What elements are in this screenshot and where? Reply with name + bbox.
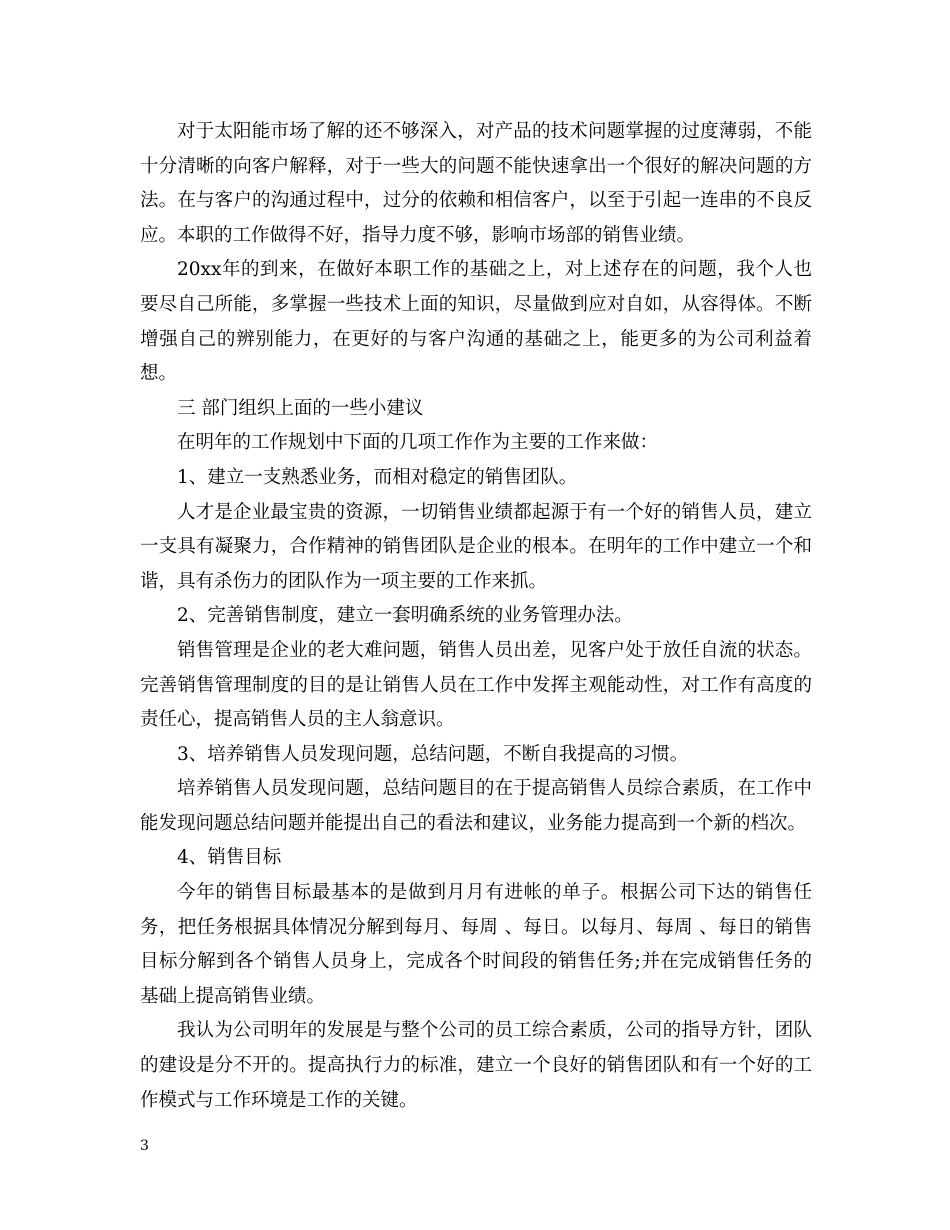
paragraph-new-year-plan: 20xx年的到来，在做好本职工作的基础之上，对上述存在的问题，我个人也要尽自己所能，多掌握一些技术上面的知识，尽量做到应对自如，从容得体。不断增强自己的辨别能力，在更好的与客户沟通的基础之上，能更多的为公司利益着想。 [140, 259, 812, 385]
paragraph-training: 培养销售人员发现问题，总结问题目的在于提高销售人员综合素质，在工作中能发现问题总结问题并能提出自己的看法和建议，业务能力提高到一个新的档次。 [140, 778, 812, 834]
document-body [140, 115, 812, 1118]
paragraph-sales-target: 今年的销售目标最基本的是做到月月有进帐的单子。根据公司下达的销售任务，把任务根据具体情况分解到每月、每周 、每日。以每月、每周 、每日的销售目标分解到各个销售人员身上，完成各个时间段的销售任务;并在完成销售任务的基础上提高销售业绩。 [140, 882, 812, 1007]
list-item-4-heading: 4、销售目标 [177, 847, 282, 869]
paragraph-work-plan-intro: 在明年的工作规划中下面的几项工作作为主要的工作来做： [177, 432, 659, 454]
paragraph-sales-management: 销售管理是企业的老大难问题，销售人员出差，见客户处于放任自流的状态。完善销售管理制度的目的是让销售人员在工作中发挥主观能动性，对工作有高度的责任心，提高销售人员的主人翁意识。 [140, 639, 812, 731]
list-item-2-heading: 2、完善销售制度，建立一套明确系统的业务管理办法。 [177, 605, 633, 627]
paragraph-market-weakness: 对于太阳能市场了解的还不够深入，对产品的技术问题掌握的过度薄弱，不能十分清晰的向客户解释，对于一些大的问题不能快速拿出一个很好的解决问题的方法。在与客户的沟通过程中，过分的依赖和相信客户，以至于引起一连串的不良反应。本职的工作做得不好，指导力度不够，影响市场部的销售业绩。 [140, 121, 812, 246]
section-heading-suggestions: 三 部门组织上面的一些小建议 [177, 397, 424, 419]
list-item-1-heading: 1、建立一支熟悉业务，而相对稳定的销售团队。 [177, 466, 578, 488]
paragraph-sales-team: 人才是企业最宝贵的资源，一切销售业绩都起源于有一个好的销售人员，建立一支具有凝聚力，合作精神的销售团队是企业的根本。在明年的工作中建立一个和谐，具有杀伤力的团队作为一项主要的工作来抓。 [140, 501, 812, 592]
paragraph-conclusion: 我认为公司明年的发展是与整个公司的员工综合素质，公司的指导方针，团队的建设是分不开的。提高执行力的标准，建立一个良好的销售团队和有一个好的工作模式与工作环境是工作的关键。 [140, 1020, 812, 1111]
page-number: 3 [140, 1138, 149, 1154]
list-item-3-heading: 3、培养销售人员发现问题，总结问题，不断自我提高的习惯。 [177, 743, 689, 765]
